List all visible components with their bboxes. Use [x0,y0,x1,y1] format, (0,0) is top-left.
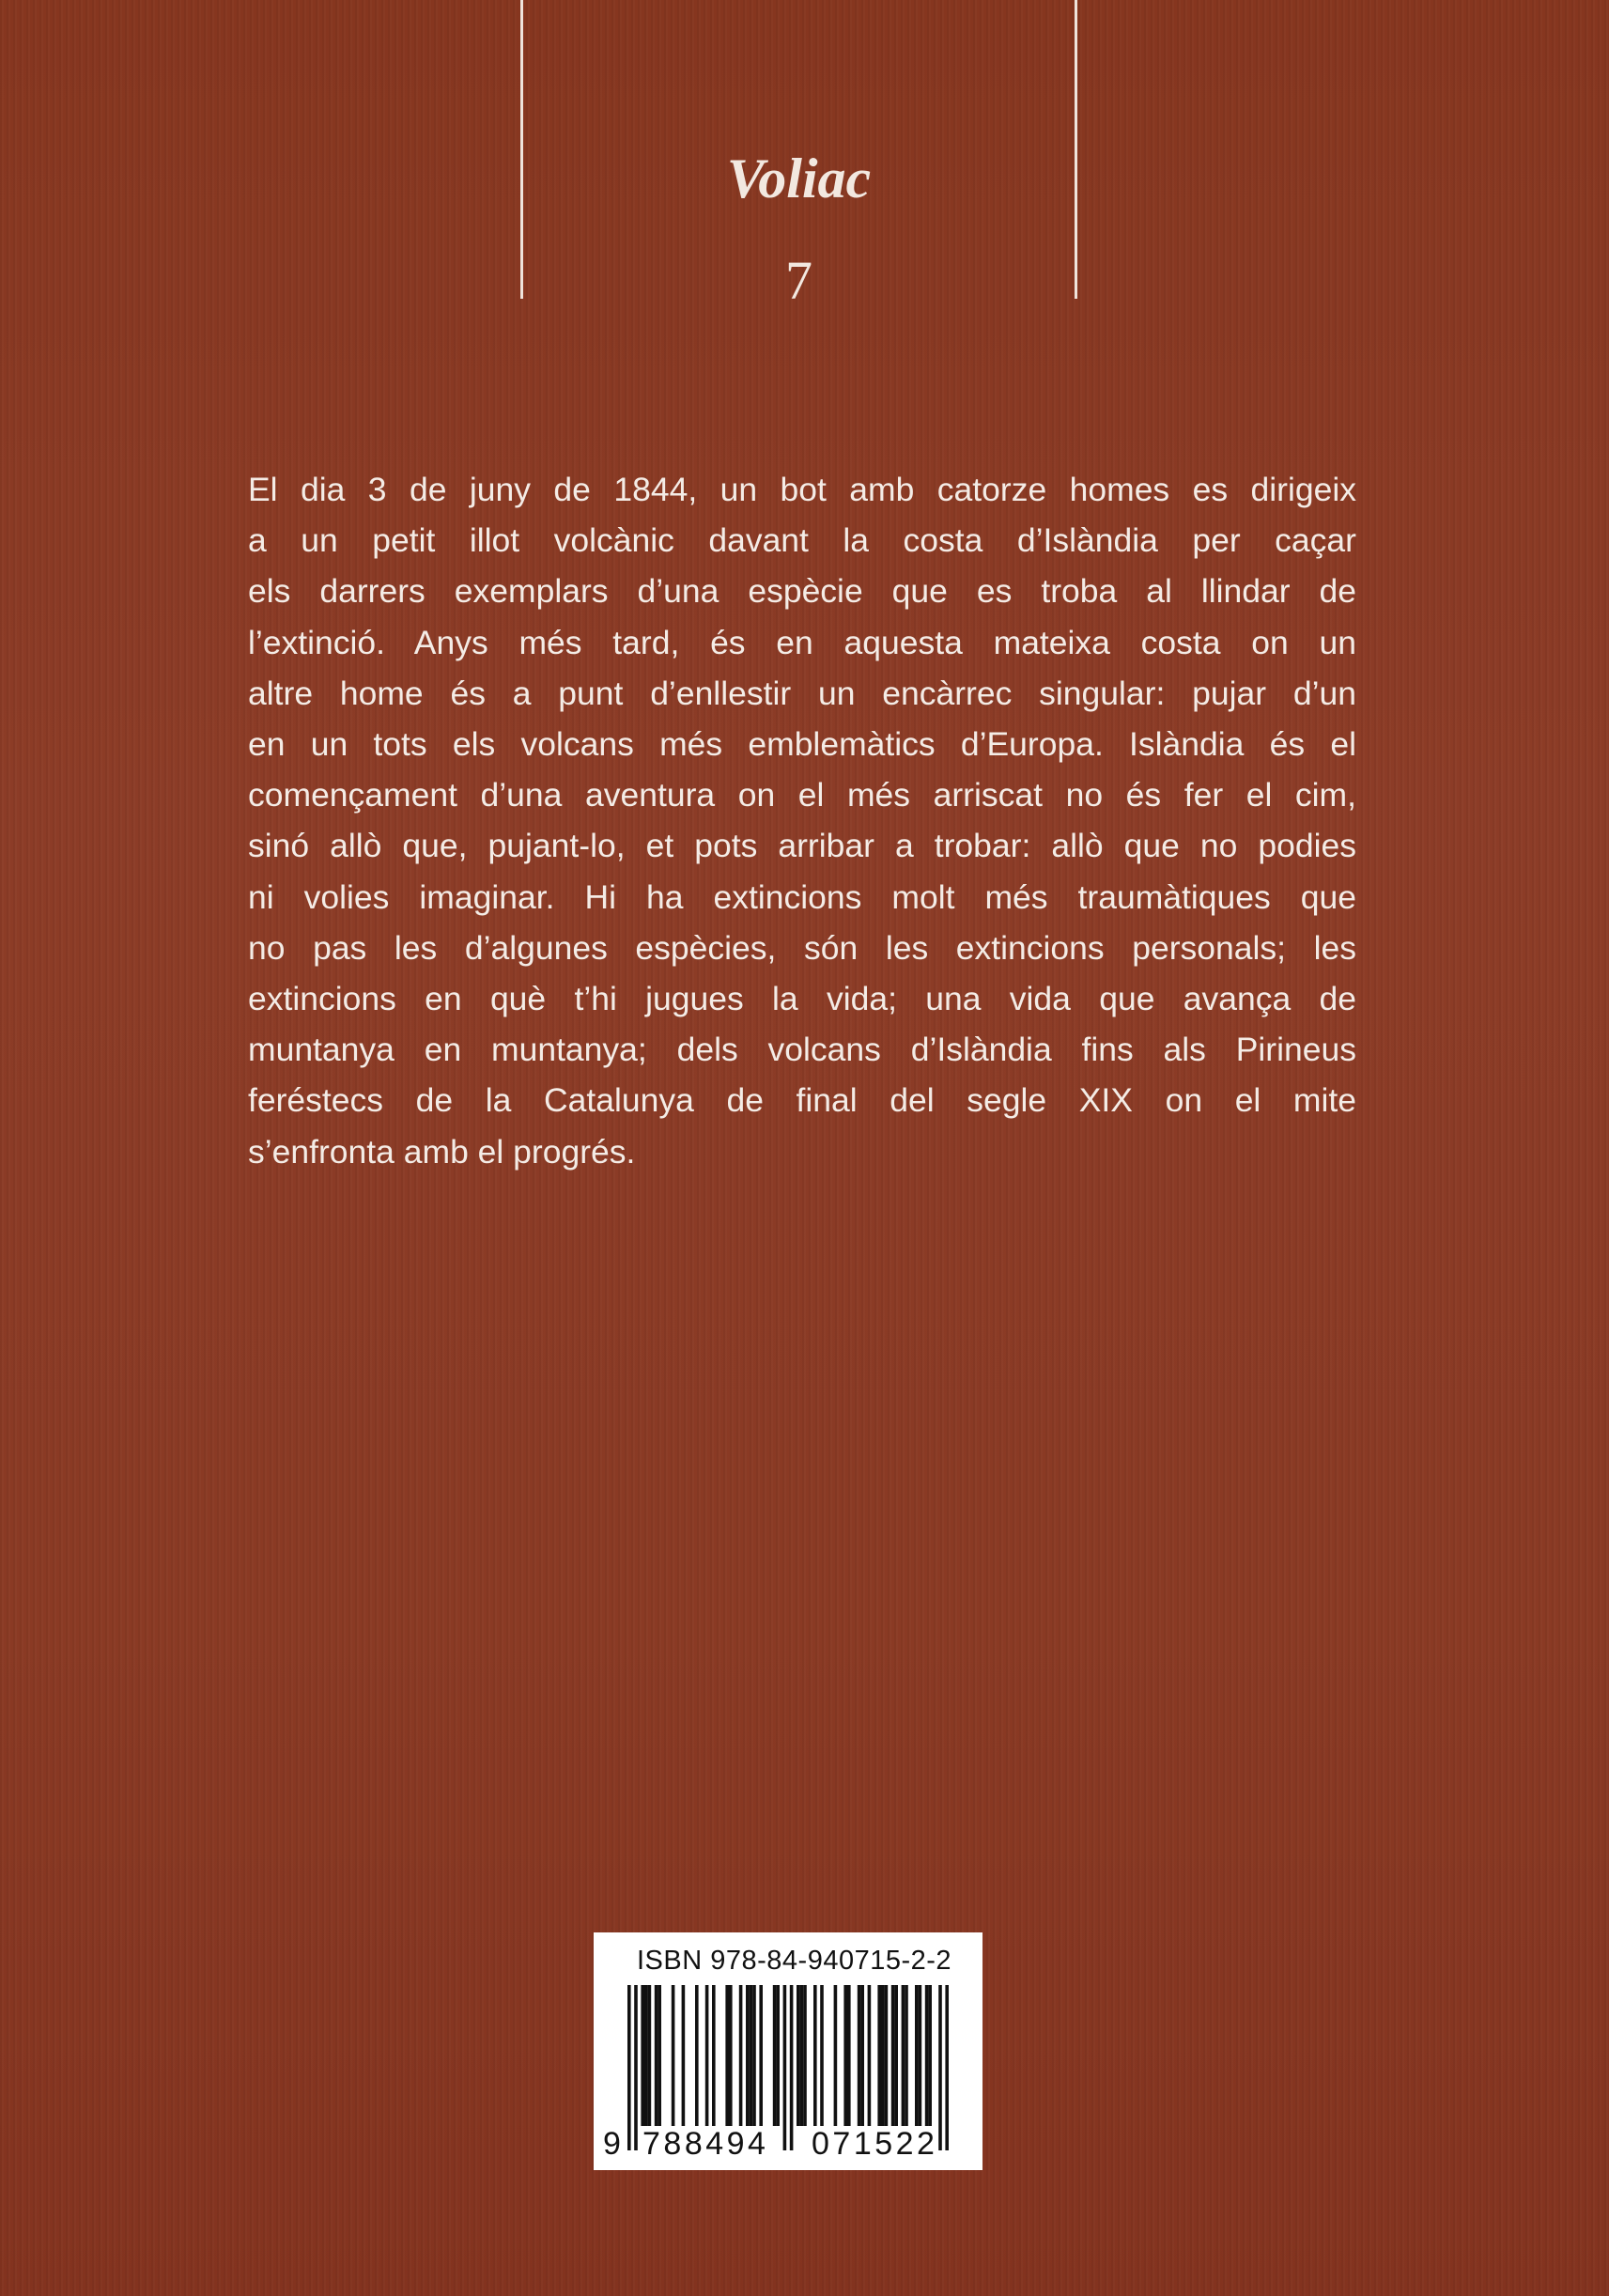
barcode-bar [945,1985,949,2150]
barcode-bar [790,1985,794,2150]
barcode-bar [682,1985,686,2126]
barcode-bar [820,1985,824,2126]
barcode-lead-digit: 9 [603,2126,621,2162]
blurb-line: l’extinció. Anys més tard, és en aquesta mateixa costa on un [248,623,1356,661]
barcode-bar [773,1985,777,2126]
blurb-line: s’enfronta amb el progrés. [248,1132,636,1171]
barcode-bar [803,1985,807,2126]
barcode-bar [915,1985,919,2126]
right-vertical-rule [1075,0,1077,299]
barcode-bar [627,1985,631,2150]
barcode-right-digits: 071522 [812,2126,938,2162]
barcode-bar [725,1985,729,2126]
isbn-label: ISBN 978-84-940715-2-2 [637,1946,952,1976]
barcode-bar [881,1985,885,2126]
barcode-bar [783,1985,787,2150]
barcode-bar [705,1985,709,2126]
barcode-bar [891,1985,895,2126]
blurb-line: feréstecs de la Catalunya de final del segle XIX on el mite [248,1081,1356,1120]
blurb-line: no pas les d’algunes espècies, són les extincions personals; les [248,928,1356,967]
barcode-bar [776,1985,780,2126]
barcode-bar [729,1985,733,2126]
barcode-bar [644,1985,648,2126]
barcode-bar [858,1985,861,2126]
barcode-bar [843,1985,847,2126]
barcode-bar [868,1985,872,2126]
barcode-bar [905,1985,908,2126]
barcode-bar [641,1985,644,2126]
barcode-bar [938,1985,942,2150]
barcode-bar [902,1985,905,2126]
barcode-bar [847,1985,851,2126]
back-cover-blurb [248,464,1356,1177]
isbn-barcode-panel [594,1932,982,2170]
blurb-line: a un petit illot volcànic davant la costa d’Islàndia per caçar [248,521,1356,560]
blurb-line: altre home és a punt d’enllestir un encàrrec singular: pujar d’un [248,674,1356,712]
barcode-bar [800,1985,804,2126]
barcode-bar [672,1985,675,2126]
barcode-bar [695,1985,699,2126]
barcode-bar [834,1985,838,2126]
barcode-bar [759,1985,763,2126]
blurb-line: muntanya en muntanya; dels volcans d’Islàndia fins als Pirineus [248,1031,1356,1069]
barcode-bar [648,1985,652,2126]
barcode-bar [739,1985,743,2126]
blurb-line: els darrers exemplars d’una espècie que es troba al llindar de [248,572,1356,611]
blurb-line: ni volies imaginar. Hi ha extincions molt més traumàtiques que [248,877,1356,916]
series-number: 7 [785,250,812,311]
barcode-bar [712,1985,716,2126]
barcode-bar [655,1985,658,2126]
barcode-bar [919,1985,922,2126]
barcode-bar [885,1985,889,2126]
series-title: Voliac [726,147,872,209]
barcode-bar [752,1985,756,2126]
blurb-line: El dia 3 de juny de 1844, un bot amb catorze homes es dirigeix [248,471,1356,508]
barcode-bar [797,1985,800,2126]
barcode-bar [813,1985,817,2126]
barcode-left-digits: 788494 [642,2126,769,2162]
blurb-line: començament d’una aventura on el més arriscat no és fer el cim, [248,776,1356,814]
blurb-line: extincions en què t’hi jugues la vida; una vida que avança de [248,980,1356,1018]
barcode-bar [877,1985,881,2126]
blurb-line: sinó allò que, pujant-lo, et pots arribar a trobar: allò que no podies [248,827,1356,865]
barcode-bar [750,1985,753,2126]
barcode-bar [928,1985,932,2126]
blurb-line: en un tots els volcans més emblemàtics d’Europa. Islàndia és el [248,725,1356,764]
barcode-bar [894,1985,898,2126]
barcode-bar [860,1985,864,2126]
barcode-bar [925,1985,929,2126]
barcode-bar [658,1985,661,2126]
barcode-bar [746,1985,750,2126]
barcode-bar [634,1985,638,2150]
